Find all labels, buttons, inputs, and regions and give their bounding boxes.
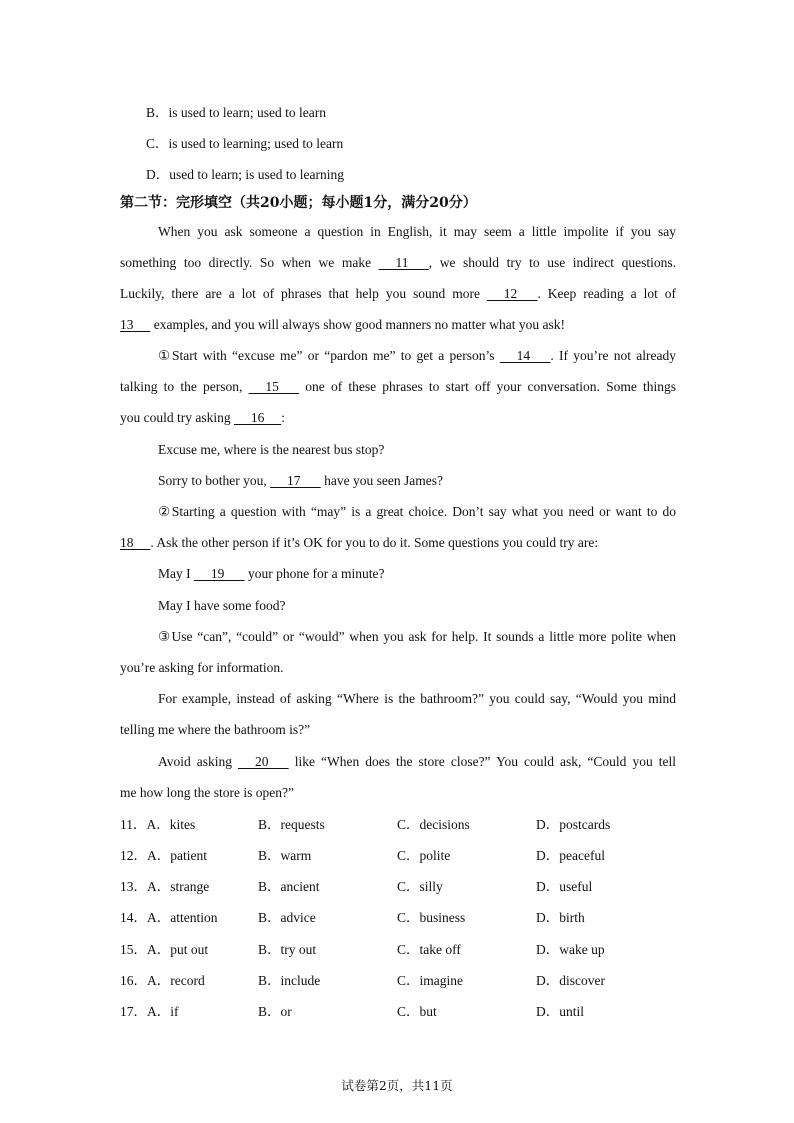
passage-line: Avoid asking 20 like “When does the store close?” You could ask, “Could you tell — [158, 754, 676, 769]
question-row — [120, 1004, 680, 1020]
option-b: B．include — [258, 973, 321, 988]
question-row — [120, 910, 680, 926]
option-a: 16．A．record — [120, 973, 205, 988]
example-question: Excuse me, where is the nearest bus stop? — [158, 442, 385, 457]
option-c: C．business — [397, 910, 466, 925]
passage-line: ③Use “can”, “could” or “would” when you ask for help. It sounds a little more polite when — [158, 629, 676, 644]
blank-17: 17 — [270, 473, 321, 488]
option-b: B．ancient — [258, 879, 320, 894]
passage-line: 18 . Ask the other person if it’s OK for you to do it. Some questions you could try are: — [120, 535, 599, 550]
section-title: 第二节：完形填空（共20小题；每小题1分，满分20分） — [120, 195, 477, 211]
passage-line: 13 examples, and you will always show good manners no matter what you ask! — [120, 317, 566, 332]
option-b: B．advice — [258, 910, 316, 925]
question-row — [120, 942, 680, 958]
blank-14: 14 — [499, 348, 551, 363]
passage-line: me how long the store is open?” — [120, 785, 294, 800]
option-d: D．discover — [536, 973, 605, 988]
option-a: 11．A．kites — [120, 817, 196, 832]
passage-line: you’re asking for information. — [120, 660, 284, 675]
option-d: D．wake up — [536, 942, 605, 957]
example-question: May I have some food? — [158, 598, 286, 613]
question-row — [120, 848, 680, 864]
option-a: 13．A．strange — [120, 879, 210, 894]
option-a: 14．A．attention — [120, 910, 218, 925]
option-c: C．but — [397, 1004, 437, 1019]
option-c: C．take off — [397, 942, 461, 957]
passage-line: When you ask someone a question in English, it may seem a little impolite if you say — [158, 224, 676, 239]
option-b: B．is used to learn; used to learn — [146, 105, 326, 120]
blank-20: 20 — [238, 754, 289, 769]
passage-line: something too directly. So when we make 11 , we should try to use indirect questions. — [120, 255, 676, 270]
option-a: 15．A．put out — [120, 942, 209, 957]
option-c: C．decisions — [397, 817, 470, 832]
option-c: C．polite — [397, 848, 451, 863]
option-b: B．warm — [258, 848, 312, 863]
option-d: D．peaceful — [536, 848, 605, 863]
option-c: C．is used to learning; used to learn — [146, 136, 344, 151]
blank-12: 12 — [486, 286, 538, 301]
blank-11: 11 — [378, 255, 429, 270]
page-footer: 试卷第2页，共11页 — [341, 1078, 453, 1093]
option-b: B．requests — [258, 817, 325, 832]
option-b: B．try out — [258, 942, 317, 957]
passage-line: Luckily, there are a lot of phrases that help you sound more 12 . Keep reading a lot of — [120, 286, 677, 301]
option-d: D．until — [536, 1004, 585, 1019]
question-row — [120, 817, 680, 833]
passage-line: For example, instead of asking “Where is the bathroom?” you could say, “Would you mind — [158, 691, 676, 706]
option-d: D．used to learn; is used to learning — [146, 167, 344, 182]
blank-13: 13 — [120, 317, 151, 332]
blank-15: 15 — [248, 379, 300, 394]
passage-line: ①Start with “excuse me” or “pardon me” to get a person’s 14 . If you’re not already — [158, 348, 677, 363]
option-c: C．silly — [397, 879, 443, 894]
question-row — [120, 879, 680, 895]
option-d: D．useful — [536, 879, 593, 894]
question-row — [120, 973, 680, 989]
passage-line: talking to the person, 15 one of these phrases to start off your conversation. Some things — [120, 379, 676, 394]
passage-line: telling me where the bathroom is?” — [120, 722, 311, 737]
example-question: Sorry to bother you, 17 have you seen James? — [158, 473, 443, 488]
example-question: May I 19 your phone for a minute? — [158, 566, 385, 581]
blank-18: 18 — [120, 535, 151, 550]
option-d: D．birth — [536, 910, 585, 925]
option-c: C．imagine — [397, 973, 463, 988]
passage-line: ②Starting a question with “may” is a great choice. Don’t say what you need or want to do — [158, 504, 676, 519]
blank-19: 19 — [194, 566, 245, 581]
blank-16: 16 — [234, 410, 282, 425]
passage-line: you could try asking 16 : — [120, 410, 286, 425]
option-a: 17．A．if — [120, 1004, 179, 1019]
option-d: D．postcards — [536, 817, 611, 832]
option-b: B．or — [258, 1004, 292, 1019]
option-a: 12．A．patient — [120, 848, 207, 863]
